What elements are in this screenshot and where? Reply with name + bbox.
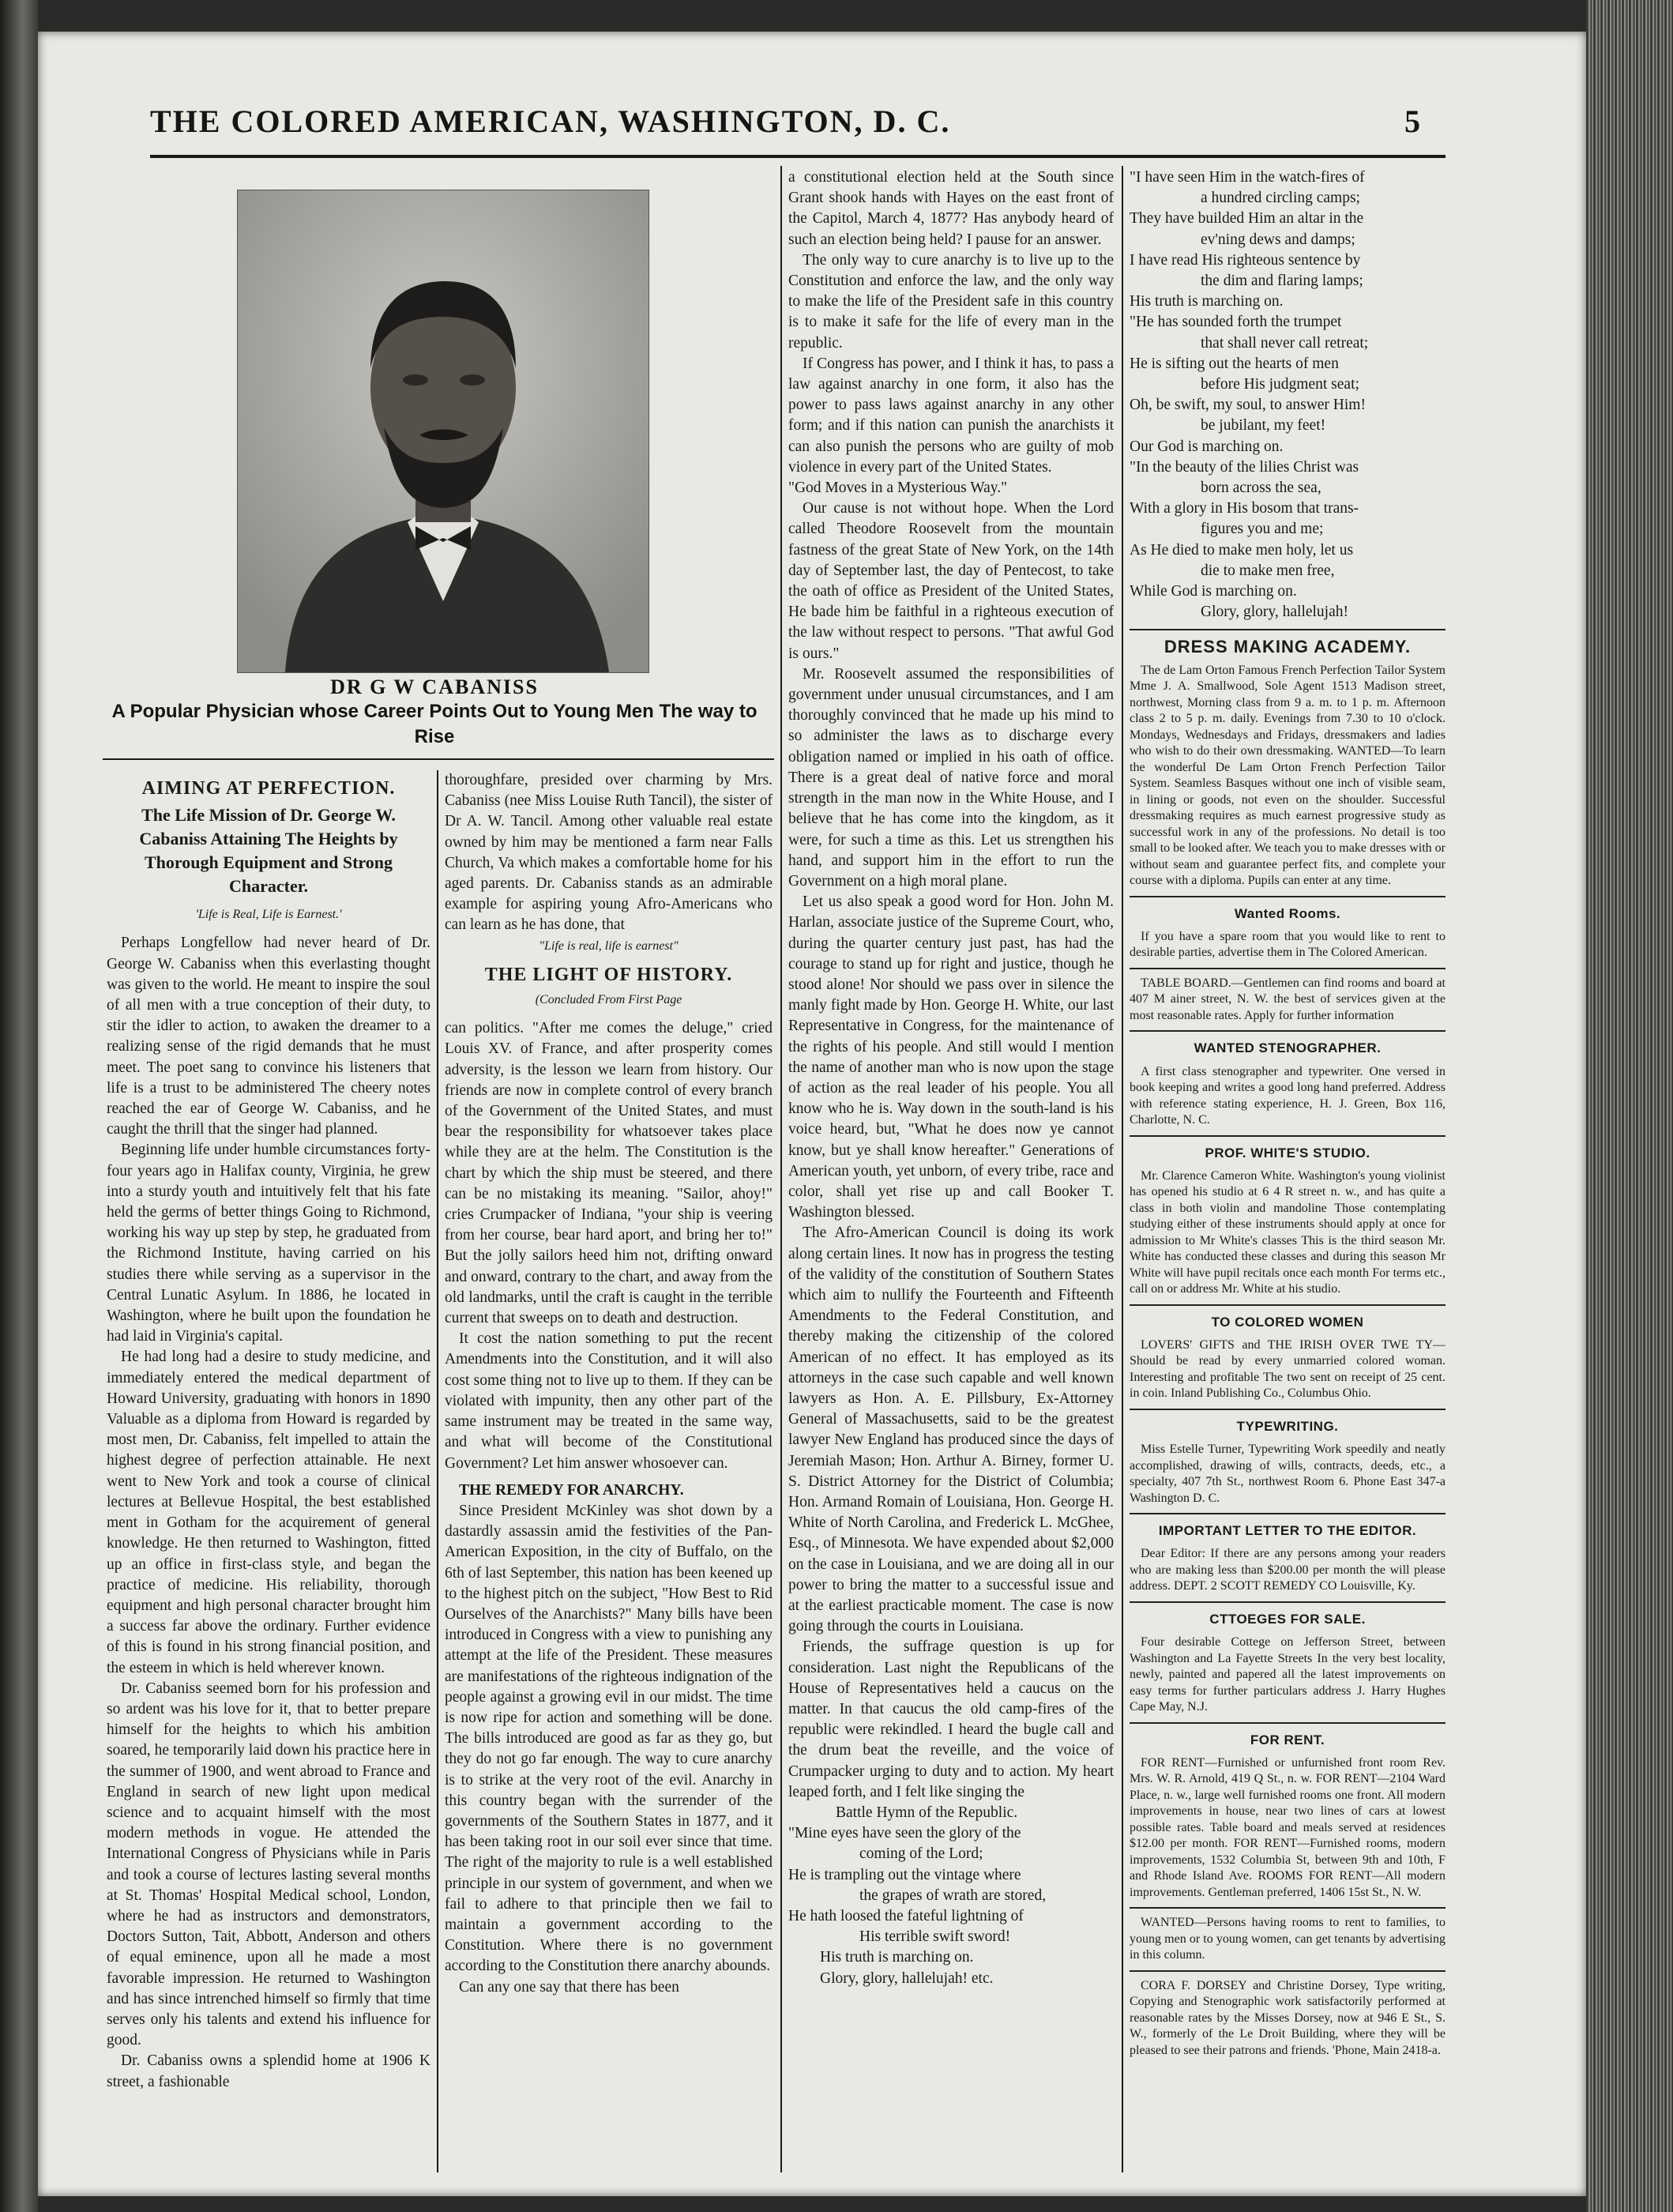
closing-quote: "Life is real, life is earnest"	[539, 939, 679, 953]
paragraph: a constitutional election held at the South since Grant shook hands with Hayes on the east front of the Capitol, March 4, 1877? Has anybody heard of such an election being held? I pause for an answer.	[788, 169, 1114, 248]
poem-line: He is sifting out the hearts of men	[1130, 355, 1339, 372]
poem-line: "He has sounded forth the trumpet	[1130, 314, 1342, 331]
hymn	[788, 1803, 1114, 1989]
ad-title: CTTOEGES FOR SALE.	[1209, 1611, 1366, 1627]
ad-title: IMPORTANT LETTER TO THE EDITOR.	[1158, 1523, 1417, 1539]
hymn-title: Battle Hymn of the Republic.	[836, 1804, 1018, 1822]
poem-line: "In the beauty of the lilies Christ was	[1130, 458, 1359, 476]
article-deck: The Life Mission of Dr. George W. Cabaniss Attaining The Heights by Thorough Equipment and Strong Character.	[139, 805, 398, 897]
poem-line: As He died to make men holy, let us	[1130, 541, 1354, 559]
hymn-line: He hath loosed the fateful lightning of	[788, 1908, 1024, 1925]
poem-line: Our God is marching on.	[1130, 438, 1284, 455]
portrait-caption	[95, 675, 774, 750]
paragraph: thoroughfare, presided over charming by Mrs. Cabaniss (nee Miss Louise Ruth Tancil), the sister of Dr A. W. Tancil. Among other valuable real estate owned by him may be mentioned a farm near Falls Church, Va which makes a comfortable home for his aged parents. Dr. Cabaniss stands as an admirable example for aspiring young Afro-Americans who can learn as he has done, that	[445, 772, 773, 934]
article-aiming-at-perfection	[107, 770, 430, 2172]
paragraph: Mr. Roosevelt assumed the responsibilities of government under unusual circumstances, and I am thoroughly convinced that he made up his mind to so administer the laws as to discharge every obligation named or implied in his oath of office. There is a great deal of native force and moral strength in the man now in the White House, and I believe that he has come into the kingdom, as it were, for such a time as this. Let us strengthen his hand, and support him in the effort to run the Government on a high moral plane.	[788, 665, 1114, 890]
column-ads	[1130, 167, 1446, 2174]
article-heading: THE LIGHT OF HISTORY.	[484, 964, 733, 985]
ad-title: Wanted Rooms.	[1234, 905, 1341, 921]
ad-for-rent	[1130, 1730, 1446, 1909]
ad-text: LOVERS' GIFTS and THE IRISH OVER TWE TY—Should be read by every unmarried colored woman. Interesting and profitable The two sent on receipt of 25 cent. in coin. Inland Publishing Co., Columbus Ohio.	[1130, 1337, 1446, 1401]
paragraph: It cost the nation something to put the recent Amendments into the Constitution, and it will also cost some thing not to live up to them. If they can be violated with impunity, then any other part of the same instrument may be treated in the same way, and what will become of the Constitutional Government? Let him answer whosoever can.	[445, 1330, 773, 1472]
ad-title: WANTED STENOGRAPHER.	[1194, 1040, 1382, 1056]
article-subhead: (Concluded From First Page	[535, 993, 682, 1007]
ad-text: A first class stenographer and typewriter. One versed in book keeping and writes a good long hand preferred. Address with reference stating experience, H. J. Green, Box 116, Charlotte, N. C.	[1130, 1064, 1446, 1127]
paragraph: The only way to cure anarchy is to live up to the Constitution and enforce the law, and the only way to make the life of the President safe in this country is to make it safe for the life of every man in the republic.	[788, 251, 1114, 352]
book-spine	[0, 0, 38, 2212]
paragraph: If Congress has power, and I think it has, to pass a law against anarchy in one form, it also has the power to pass laws against anarchy in any other form; and if this nation can punish the anarchists it can also punish the persons who are guilty of mob violence in every part of the United States.	[788, 355, 1114, 476]
hymn-line: He is trampling out the vintage where	[788, 1866, 1021, 1883]
masthead-title: THE COLORED AMERICAN, WASHINGTON, D. C.	[150, 103, 951, 139]
paragraph: Beginning life under humble circumstances forty-four years ago in Halifax county, Virginia, he grew into a sturdy youth and intuitively felt that his fate held the germs of better things Going to Richmond, working his way up step by step, he graduated from the Richmond Institute, having carried on his studies there while serving as a supervisor in the Central Lunatic Asylum. In 1886, he located in Washington, where he built upon the foundation he had laid in Virginia's capital.	[107, 1142, 430, 1345]
column-rule	[1122, 166, 1123, 2172]
hymn-line: His truth is marching on.	[820, 1949, 974, 1966]
ad-typewriting	[1130, 1416, 1446, 1514]
poem-line: a hundred circling camps;	[1201, 190, 1360, 207]
portrait-description: A Popular Physician whose Career Points Out to Young Men The way to Rise	[111, 701, 758, 747]
ad-white-studio	[1130, 1143, 1446, 1306]
poem-line: figures you and me;	[1201, 521, 1324, 538]
ad-title: FOR RENT.	[1250, 1732, 1325, 1747]
article-continued	[788, 167, 1114, 2174]
ad-title: TYPEWRITING.	[1236, 1418, 1339, 1434]
paragraph: The Afro-American Council is doing its work along certain lines. It now has in progress the testing of the validity of the constitution of Southern States which aim to nullify the Fourteenth and Fifteenth Amendments to the Federal Constitution, and thereby making the citizenship of the colored American of no effect. It has employed as its attorneys in the case such capable and well known lawyers as Hon. A. E. Pillsbury, Ex-Attorney General of Massachusetts, said to be the greatest lawyer New England has produced since the days of Jeremiah Mason; Hon. Arthur A. Birney, former U. S. District Attorney for the District of Columbia; Hon. Armand Romain of Louisiana, Hon. George H. White of North Carolina, and Frederick L. McGhee, Esq., of Minnesota. We have expended about $2,000 on the case in Louisiana, and we are doing all in our power to bring the matter to a successful issue and at the earliest practicable moment. The case is now going through the courts in Louisiana.	[788, 1224, 1114, 1635]
poem-line: that shall never call retreat;	[1201, 334, 1369, 352]
ad-title: TO COLORED WOMEN	[1211, 1314, 1364, 1330]
ad-cottages	[1130, 1609, 1446, 1724]
poem-line: Oh, be swift, my soul, to answer Him!	[1130, 397, 1366, 414]
poem-line: die to make men free,	[1201, 562, 1335, 579]
ad-dress-making	[1130, 637, 1446, 897]
hymn-line: Glory, glory, hallelujah! etc.	[820, 1969, 994, 1987]
ad-text: If you have a spare room that you would like to rent to desirable parties, advertise them in The Colored American.	[1130, 929, 1446, 960]
paragraph: Since President McKinley was shot down by a dastardly assassin amid the festivities of the Pan-American Exposition, in the city of Buffalo, on the 6th of last September, this nation has been keened up to the highest pitch on the subject, "How Best to Rid Ourselves of the Anarchists?" Many bills have been introduced in Congress with a view to punishing any attempt at the life of the President. These measures are manifestations of the righteous indignation of the people against a growing evil in our midst. The time is now ripe for action and something will be done. The bills introduced are good as far as they go, but they do not go far enough. The way to cure anarchy is to strike at the very root of the evil. Anarchy in this country began with the surrender of the governments of the Southern States in 1877, and it has been taking root in our soil ever since that time. The right of the majority to rule is a well established principle in our system of government, and when we fail to adhere to that principle then we fail to maintain a government according to the Constitution. Where there is no government according to the Constitution there anarchy abounds.	[445, 1502, 773, 1975]
paragraph: Friends, the suffrage question is up for consideration. Last night the Republicans of the House of Representatives held a caucus on the matter. In that caucus the old camp-fires of the republic were rekindled. I heard the bugle call and the drum beat the reveille, and the voice of Crumpacker urging to duty and to action. My heart leaped forth, and I felt like singing the	[788, 1638, 1114, 1800]
ad-title: PROF. WHITE'S STUDIO.	[1205, 1145, 1370, 1161]
column-rule	[437, 770, 438, 2172]
poem-line: His truth is marching on.	[1130, 293, 1284, 310]
ad-text: Dear Editor: If there are any persons among your readers who are making less than $200.00 per month the will please address. DEPT. 2 SCOTT REMEDY CO Louisville, Ky.	[1130, 1547, 1446, 1593]
portrait-image	[238, 190, 649, 672]
paragraph: Dr. Cabaniss seemed born for his profession and so ardent was his love for it, that to better prepare himself for the heights to which his ambition soared, he temporarily laid down his practice here in the summer of 1900, and went abroad to France and England in search of new light upon medical science and to acquaint himself with the most modern methods in vogue. He attended the International Congress of Physicians while in Paris and took a course of lectures lasting several months at St. Thomas' Hospital Medical school, London, where he had as instructors and demonstrators, Doctors Sutton, Tait, Abbott, Anderson and others of equal eminence, upon all he made a most favorable impression. He returned to Washington and has since intrenched himself so firmly that time serves only his talents and extend his influence for good.	[107, 1680, 430, 2049]
poem-line: before His judgment seat;	[1201, 376, 1359, 393]
paragraph: Dr. Cabaniss owns a splendid home at 1906 K street, a fashionable	[107, 2052, 430, 2090]
ad-text: TABLE BOARD.—Gentlemen can find rooms and board at 407 M ainer street, N. W. the best of services given at the most reasonable rates. Apply for further information	[1130, 976, 1446, 1022]
ad-text: WANTED—Persons having rooms to rent to families, to young men or to young women, can get tenants by advertising in this column.	[1130, 1916, 1446, 1962]
page-edges	[1586, 0, 1673, 2212]
ad-table-board	[1130, 976, 1446, 1033]
caption-rule	[103, 758, 774, 760]
ad-text: CORA F. DORSEY and Christine Dorsey, Type writing, Copying and Stenographic work satisfactorily performed at reasonable rates by the Misses Dorsey, now at 946 E St., S. W., formerly of the Le Droit Building, where they will be pleased to see their patrons and friends. 'Phone, Main 2418-a.	[1130, 1978, 1446, 2057]
ad-wanted-rooms	[1130, 904, 1446, 969]
poem-line: With a glory in His bosom that trans-	[1130, 500, 1359, 517]
poem-line: While God is marching on.	[1130, 583, 1297, 600]
ad-dorsey	[1130, 1978, 1446, 2060]
hymn-continued	[1130, 167, 1446, 623]
poem-line: be jubilant, my feet!	[1201, 417, 1326, 434]
poem-line: ev'ning dews and damps;	[1201, 231, 1355, 248]
paragraph: Perhaps Longfellow had never heard of Dr. George W. Cabaniss when this everlasting thought was given to the world. He meant to inspire the soul of all men with a true conception of their duty, to stir the idler to action, to awaken the dreamer to a realizing sense of the rigid demands that he must meet. The poet sang to convince his listeners that life is a trust to be administered The cheery notes reached the ear of George W. Cabaniss, and he caught the thrill that the singer had planned.	[107, 935, 430, 1138]
poem-line: "I have seen Him in the watch-fires of	[1130, 169, 1365, 186]
ad-text: Mr. Clarence Cameron White. Washington's young violinist has opened his studio at 6 4 R street n. w., and has quite a class in both violin and mandoline Those contemplating studying either of these instruments should apply at once for admission to Mr White's classes This is the third season Mr. White has conducted these classes and during this season Mr White will have pupil recitals once each month For terms etc., call on or address Mr. White at his studio.	[1130, 1168, 1446, 1296]
paragraph: Our cause is not without hope. When the Lord called Theodore Roosevelt from the mountain fastness of the great State of New York, on the 14th day of September last, the day of Pentecost, to take the oath of office as President of the United States, He bade him be faithful in a righteous execution of the law without respect to persons. "That awful God is ours."	[788, 500, 1114, 662]
hymn-line: coming of the Lord;	[859, 1845, 983, 1863]
ad-text: The de Lam Orton Famous French Perfection Tailor System Mme J. A. Smallwood, Sole Agent 1513 Madison street, northwest, Morning class from 9 a. m. to 1 p. m. Afternoon class 2 to 5 p. m. daily. Evenings from 7.30 to 10 o'clock. Mondays, Wednesdays and Fridays, dressmakers and ladies who wish to do their own dressmaking. WANTED—To learn the wonderful De Lam Orton French Perfection Tailor System. Seamless Basques without one inch of visible seam, in lining or goods, not even on the shoulder. Successful dressmaking requires as much earnest progressive study as successful work in any of the professions. No detail is too small to be looked after. We teach you to make dresses with or without seam and guarantee perfect fits, and complete your course with a diploma. Pupils can enter at any time.	[1130, 663, 1446, 888]
paragraph: Let us also speak a good word for Hon. John M. Harlan, associate justice of the Supreme Court, who, during the quarter century just past, has had the courage to stand up for right and justice, though he stood alone! Nor should we pass over in silence the manly fight made by Hon. George H. White, our last Representative in Congress, for the maintenance of the rights of his people. And still would I mention the name of another man who is now upon the stage of action as the real leader of his people. You all know who he is. Way down in the south-land is his voice heard, but, "What he does now ye cannot know, but ye shall know hereafter." Generations of American youth, yet unborn, of every tribe, race and color, shall yet rise up and call Booker T. Washington blessed.	[788, 893, 1114, 1221]
article-heading: AIMING AT PERFECTION.	[141, 778, 396, 799]
article-light-of-history	[445, 770, 773, 2172]
paragraph: Can any one say that there has been	[459, 1978, 679, 1996]
ad-letter-to-editor	[1130, 1521, 1446, 1603]
poem-line: They have builded Him an altar in the	[1130, 210, 1364, 228]
page-number: 5	[1404, 103, 1422, 139]
poem-line: I have read His righteous sentence by	[1130, 251, 1361, 269]
ad-text: Four desirable Cottege on Jefferson Street, between Washington and La Fayette Streets In the very best locality, newly, painted and papered all the latest improvements on easy terms for further particulars address J. Harry Hughes Cape May, N.J.	[1130, 1635, 1446, 1714]
ad-colored-women	[1130, 1312, 1446, 1410]
poem-line: Glory, glory, hallelujah!	[1201, 604, 1349, 621]
masthead-rule	[150, 155, 1446, 158]
portrait-photo	[237, 190, 649, 673]
ad-stenographer	[1130, 1038, 1446, 1136]
masthead	[150, 103, 1438, 150]
ad-text: Miss Estelle Turner, Typewriting Work speedily and neatly accomplished, drawing of wills, contracts, deeds, etc., a specialty, 407 7th St., northwest Room 6. Phone East 347-a Washington D. C.	[1130, 1443, 1446, 1505]
paragraph: can politics. "After me comes the deluge," cried Louis XV. of France, and after prosperity comes adversity, is the lesson we learn from history. Our friends are now in complete control of every branch of the Government of the United States, and must bear the responsibility for whatsoever takes place while they are at the helm. The Constitution is the chart by which the ship must be steered, and there can be no mistaking its meaning. "Sailor, ahoy!" cries Crumpacker of Indiana, "your ship is veering from her course, bear hard aport, and bring her to!" But the jolly sailors heed him not, drifting onward and onward, contrary to the chart, and away from the old landmarks, until the craft is caught in the terrible current that sweeps on to death and destruction.	[445, 1020, 773, 1327]
ad-title: DRESS MAKING ACADEMY.	[1164, 637, 1412, 657]
hymn-line: His terrible swift sword!	[859, 1928, 1011, 1946]
column-rule	[780, 166, 782, 2172]
ad-wanted-tenants	[1130, 1915, 1446, 1972]
hymn-line: the grapes of wrath are stored,	[859, 1887, 1047, 1904]
section-heading: THE REMEDY FOR ANARCHY.	[459, 1481, 684, 1499]
paragraph: He had long had a desire to study medicine, and immediately entered the medical department of Howard University, graduating with honors in 1890 Valuable as a diploma from Howard is regarded by most men, Dr. Cabaniss, felt impelled to attain the highest degree of perfection attainable. He next went to New York and took a course of clinical lectures at Bellevue Hospital, the best established ment in Gotham for the acquirement of general knowledge. He then returned to Washington, fitted up an office in first-class style, and began the practice of medicine. His reliability, thorough equipment and high personal character brought him a success far above the ordinary. Further evidence of this is found in his strong financial position, and the esteem in which is held wherever known.	[107, 1349, 430, 1676]
section-heading: "God Moves in a Mysterious Way."	[788, 480, 1008, 497]
article-motto: 'Life is Real, Life is Earnest.'	[195, 908, 342, 922]
portrait-name: DR G W CABANISS	[330, 675, 539, 698]
ad-text: FOR RENT—Furnished or unfurnished front room Rev. Mrs. W. R. Arnold, 419 Q St., n. w. FOR RENT—2104 Ward Place, n. w., large well furnished rooms one front. All modern improvements in house, near two lines of cars at lowest possible rates. Table board and meals served at residences $12.00 per month. FOR RENT—Furnished rooms, modern improvements, 1532 Columbia St, between 9th and 10th, F and Rhode Island Ave. ROOMS FOR RENT—All modern improvements. Gentleman preferred, 1406 15st St., N. W.	[1130, 1755, 1446, 1899]
poem-line: the dim and flaring lamps;	[1201, 273, 1363, 290]
hymn-line: "Mine eyes have seen the glory of the	[788, 1825, 1021, 1842]
poem-line: born across the sea,	[1201, 480, 1321, 497]
